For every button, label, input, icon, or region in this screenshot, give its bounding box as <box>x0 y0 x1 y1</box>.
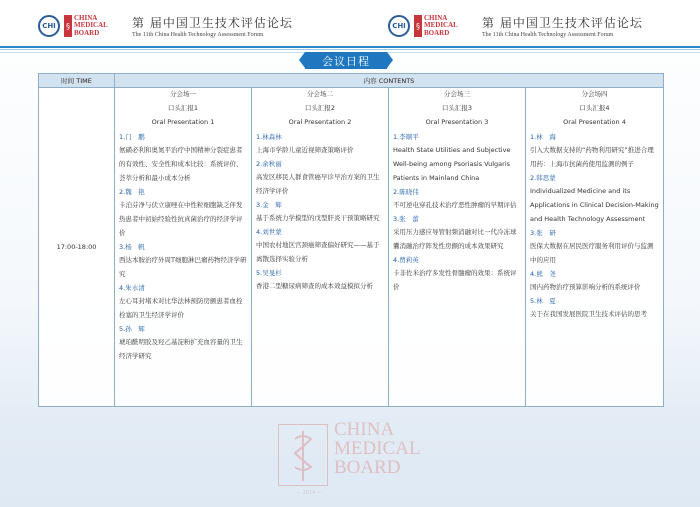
presenter-name: 3.杨 帆 <box>119 243 145 251</box>
header-divider <box>0 46 700 48</box>
presentation-item <box>393 213 521 253</box>
session-report-label: 口头汇报1 <box>167 104 199 112</box>
cmb-symbol: § <box>64 15 72 37</box>
presenter-name: 1.门 鹏 <box>119 133 145 141</box>
presentation-title: 引入大数据支持的“药物利用研究”推进合理用药：上海市抗菌药使用监测的例子 <box>530 146 654 168</box>
presentation-title: 氨磺必利和奥氮平治疗中国精神分裂症患者的有效性、安全性和成本比较：系统评价、荟萃分析和最小成本分析 <box>119 146 243 182</box>
presenter-name: 2.陈晓伟 <box>393 188 419 196</box>
watermark-year: — 2014 — <box>296 490 322 496</box>
presenter-name: 1.李顺平 <box>393 133 419 141</box>
presentation-title: 关于在我国发展医院卫生技术评估的思考 <box>530 310 647 318</box>
presentation-title: 西达本胺治疗外周T细胞淋巴瘤药物经济学研究 <box>119 256 247 278</box>
presenter-name: 3.张 研 <box>530 229 556 237</box>
presenter-name: 2.魏 艳 <box>119 188 145 196</box>
forum-title-en: The 11th China Health Technology Assessment Forum <box>482 32 614 38</box>
header-left <box>38 12 293 40</box>
cmb-logo-line: CHINA <box>74 13 98 22</box>
presentation-item <box>530 295 659 321</box>
header <box>0 0 700 46</box>
forum-seal-logo: CHI <box>388 15 410 37</box>
cmb-symbol: § <box>414 15 422 37</box>
time-column-header: 时间 TIME <box>39 74 115 88</box>
session-venue: 分会场二 <box>307 90 333 98</box>
cmb-logo <box>64 14 108 38</box>
presentation-title: 卡泊芬净与伏立康唑在中性粒细胞缺乏伴发热患者中初始经验性抗真菌治疗的经济学评价 <box>119 201 243 237</box>
presenter-name: 1.林森林 <box>256 133 282 141</box>
presentation-item <box>256 267 384 293</box>
session-oral-label: Oral Presentation 1 <box>151 118 215 126</box>
presenter-name: 2.韩思蒙 <box>530 174 556 182</box>
cmb-logo-line: BOARD <box>424 28 450 37</box>
presentation-item <box>119 323 247 363</box>
presenter-name: 5.吴旻杉 <box>256 269 282 277</box>
session-oral-label: Oral Presentation 2 <box>288 118 352 126</box>
cmb-logo <box>414 14 458 38</box>
presentation-title: 国内药物治疗预算影响分析的系统评价 <box>530 283 641 291</box>
presentation-title: Individualized Medicine and its Applications in Clinical Decision-Making and Health Technology Assessment <box>530 187 659 223</box>
watermark-line: MEDICAL <box>334 438 421 459</box>
session-column <box>115 88 252 407</box>
forum-title-cn: 第 届中国卫生技术评估论坛 <box>482 16 643 30</box>
session-column <box>389 88 526 407</box>
presentation-item <box>530 172 659 226</box>
presenter-name: 4.熊 尧 <box>530 270 556 278</box>
presentation-title: 香港二型糖尿病筛查的成本效益模拟分析 <box>256 282 373 290</box>
table-header-row <box>39 74 664 88</box>
presentation-title: 琥珀酰明胶及羟乙基淀粉扩充血容量的卫生经济学研究 <box>119 338 243 360</box>
presenter-name: 4.朱水清 <box>119 284 145 292</box>
presentation-item <box>393 131 521 185</box>
forum-seal-logo: CHI <box>38 15 60 37</box>
cmb-logo-line: BOARD <box>74 28 100 37</box>
header-right <box>388 12 643 40</box>
cmb-logo-line: MEDICAL <box>74 21 108 30</box>
presentation-item <box>119 186 247 240</box>
presentation-title: Health State Utilities and Subjective Well-being among Psoriasis Vulgaris Patients in Mainland China <box>393 146 511 182</box>
presentation-title: 左心耳封堵术对比华法林预防房颤患者血栓栓塞的卫生经济学评价 <box>119 297 243 319</box>
presenter-name: 4.刘世蒙 <box>256 228 282 236</box>
session-column <box>252 88 389 407</box>
session-venue: 分会场三 <box>444 90 470 98</box>
session-report-label: 口头汇报4 <box>579 104 610 112</box>
presentation-title: 医保大数据在居民医疗服务利用评价与监测中的应用 <box>530 242 654 264</box>
table-row <box>39 88 664 407</box>
session-oral-label: Oral Presentation 4 <box>563 118 626 126</box>
presentation-title: 不可逆电穿孔技术治疗恶性肿瘤的早期评估 <box>393 201 517 209</box>
watermark-symbol <box>278 424 328 486</box>
time-slot: 17:00-18:00 <box>39 88 115 407</box>
forum-title-cn: 第 届中国卫生技术评估论坛 <box>132 16 293 30</box>
presentation-title: 卡非佐米治疗多发性骨髓瘤的效果：系统评价 <box>393 269 517 291</box>
cmb-watermark-logo <box>278 420 428 495</box>
presenter-name: 3.金 辉 <box>256 201 282 209</box>
cmb-logo-line: CHINA <box>424 13 448 22</box>
presentation-item <box>393 186 521 212</box>
presenter-name: 5.林 夏 <box>530 297 556 305</box>
contents-column-header: 内容 CONTENTS <box>115 74 664 88</box>
presentation-item <box>119 282 247 322</box>
session-column <box>526 88 664 407</box>
cmb-logo-line: MEDICAL <box>424 21 458 30</box>
presentation-title: 基于系统力学模型的戊型肝炎干预策略研究 <box>256 214 380 222</box>
agenda-title-banner: 会议日程 <box>305 52 387 69</box>
presentation-item <box>530 268 659 294</box>
presentation-item <box>393 254 521 294</box>
presentation-item <box>256 131 384 157</box>
presentation-title: 采用压力感应导管射频消融对比一代冷冻球囊消融治疗阵发性房颤的成本效果研究 <box>393 228 517 250</box>
session-venue: 分会场四 <box>581 90 608 98</box>
watermark-line: CHINA <box>334 419 395 440</box>
session-report-label: 口头汇报3 <box>441 104 473 112</box>
schedule-table <box>38 73 664 407</box>
presentation-item <box>256 158 384 198</box>
session-oral-label: Oral Presentation 3 <box>425 118 489 126</box>
session-venue: 分会场一 <box>170 90 196 98</box>
presenter-name: 1.林 海 <box>530 133 556 141</box>
session-report-label: 口头汇报2 <box>304 104 336 112</box>
presentation-item <box>256 226 384 266</box>
presenter-name: 3.张 蕾 <box>393 215 419 223</box>
presentation-item <box>119 131 247 185</box>
presentation-item <box>530 131 659 171</box>
watermark-line: BOARD <box>334 457 401 478</box>
presenter-name: 4.贾莉英 <box>393 256 419 264</box>
presenter-name: 2.余秋丽 <box>256 160 282 168</box>
presentation-item <box>256 199 384 225</box>
presentation-title: 上海市学龄儿童近视筛查策略评价 <box>256 146 354 154</box>
presentation-item <box>119 241 247 281</box>
forum-title-en: The 11th China Health Technology Assessment Forum <box>132 32 264 38</box>
presentation-item <box>530 227 659 267</box>
presenter-name: 5.孙 辉 <box>119 325 145 333</box>
presentation-title: 高发区移民人群食管癌早诊早治方案的卫生经济学评价 <box>256 173 380 195</box>
presentation-title: 中国农村地区宫颈癌筛查偏好研究——基于离散选择实验分析 <box>256 241 380 263</box>
header-divider <box>0 49 700 50</box>
